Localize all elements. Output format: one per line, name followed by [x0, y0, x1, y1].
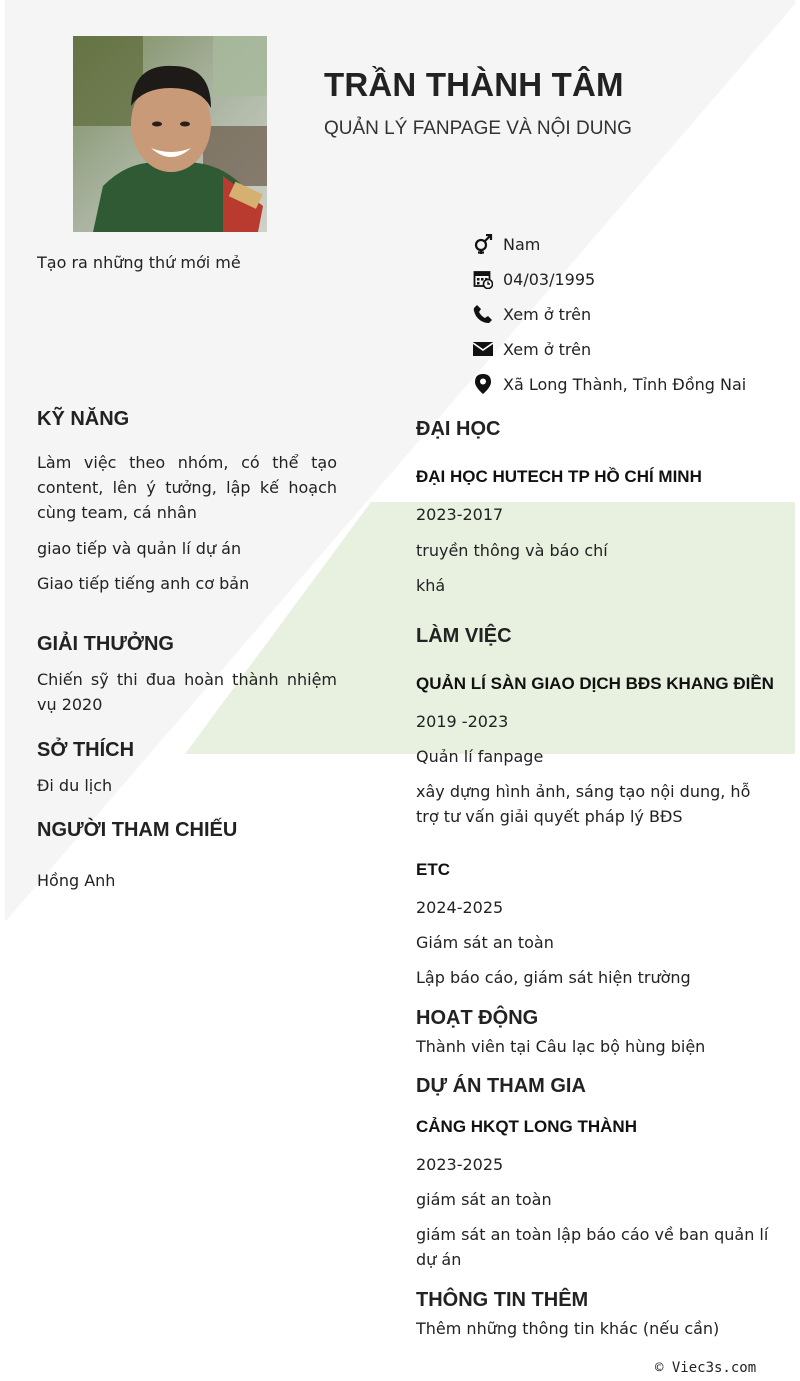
- contact-address: [472, 371, 746, 397]
- job-company: ETC: [416, 860, 450, 879]
- job-role: Quản lí fanpage: [416, 747, 544, 766]
- skills-heading: KỸ NĂNG: [37, 408, 130, 430]
- profile-photo: [73, 36, 267, 232]
- references-heading: NGƯỜI THAM CHIẾU: [37, 819, 238, 841]
- skill-item: Làm việc theo nhóm, có thể tạo content, lên ý tưởng, lập kế hoạch cùng team, cá nhân: [37, 453, 337, 522]
- contact-email: [472, 336, 591, 362]
- skill-item: giao tiếp và quản lí dự án: [37, 539, 242, 558]
- birthday-value: 04/03/1995: [503, 269, 596, 289]
- mail-icon: [472, 338, 494, 360]
- work-heading: LÀM VIỆC: [416, 625, 512, 647]
- job-description: Lập báo cáo, giám sát hiện trường: [416, 968, 691, 987]
- reference-item: Hồng Anh: [37, 871, 116, 890]
- footer-copyright[interactable]: © Viec3s.com: [655, 1360, 757, 1376]
- job-period: 2019 -2023: [416, 712, 509, 731]
- activities-heading: HOẠT ĐỘNG: [416, 1007, 539, 1029]
- job-company: QUẢN LÍ SÀN GIAO DỊCH BĐS KHANG ĐIỀN: [416, 674, 774, 693]
- project-role: giám sát an toàn: [416, 1190, 552, 1209]
- more-info-heading: THÔNG TIN THÊM: [416, 1289, 589, 1311]
- skill-item: Giao tiếp tiếng anh cơ bản: [37, 574, 250, 593]
- contact-phone: [472, 301, 591, 327]
- contact-birthday: [472, 266, 595, 292]
- gender-icon: [472, 233, 494, 255]
- phone-value[interactable]: Xem ở trên: [503, 304, 592, 324]
- job-description: xây dựng hình ảnh, sáng tạo nội dung, hỗ trợ tư vấn giải quyết pháp lý BĐS: [416, 782, 751, 826]
- calendar-icon: [472, 268, 494, 290]
- awards-heading: GIẢI THƯỞNG: [37, 633, 174, 655]
- education-heading: ĐẠI HỌC: [416, 418, 501, 440]
- education-major: truyền thông và báo chí: [416, 541, 608, 560]
- school-name: ĐẠI HỌC HUTECH TP HỒ CHÍ MINH: [416, 467, 702, 486]
- education-grade: khá: [416, 576, 446, 595]
- career-objective: Tạo ra những thứ mới mẻ: [37, 253, 241, 272]
- activity-item: Thành viên tại Câu lạc bộ hùng biện: [416, 1037, 706, 1056]
- project-period: 2023-2025: [416, 1155, 504, 1174]
- email-value[interactable]: Xem ở trên: [503, 339, 592, 359]
- job-period: 2024-2025: [416, 898, 504, 917]
- candidate-name: TRẦN THÀNH TÂM: [324, 66, 624, 103]
- address-value: Xã Long Thành, Tỉnh Đồng Nai: [503, 374, 747, 394]
- award-item: Chiến sỹ thi đua hoàn thành nhiệm vụ 2020: [37, 670, 337, 714]
- more-info-text: Thêm những thông tin khác (nếu cần): [416, 1319, 720, 1338]
- job-role: Giám sát an toàn: [416, 933, 554, 952]
- project-name: CẢNG HKQT LONG THÀNH: [416, 1117, 637, 1136]
- projects-heading: DỰ ÁN THAM GIA: [416, 1075, 586, 1097]
- job-title: QUẢN LÝ FANPAGE VÀ NỘI DUNG: [324, 118, 632, 139]
- phone-icon: [472, 303, 494, 325]
- location-pin-icon: [472, 373, 494, 395]
- education-period: 2023-2017: [416, 505, 504, 524]
- hobby-item: Đi du lịch: [37, 776, 113, 795]
- contact-gender: [472, 231, 540, 257]
- gender-value: Nam: [503, 234, 541, 254]
- project-description: giám sát an toàn lập báo cáo về ban quản lí dự án: [416, 1225, 769, 1269]
- hobbies-heading: SỞ THÍCH: [37, 739, 135, 761]
